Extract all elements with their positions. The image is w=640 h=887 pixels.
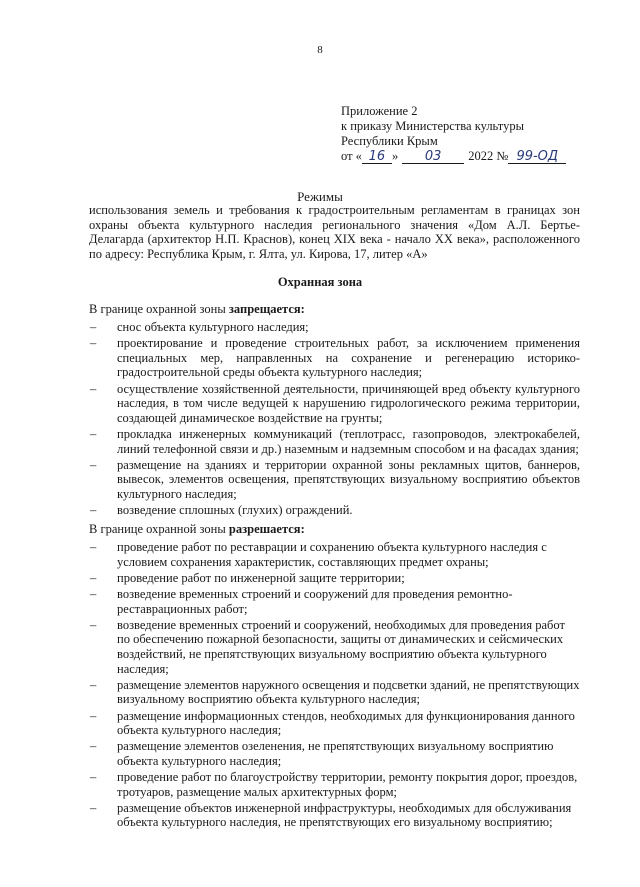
list-item-text: размещение объектов инженерной инфраструктуры, необходимых для обслуживания объекта культурного наследия, не препятствующих его визуальному восприятию;	[117, 800, 572, 830]
list-item	[89, 320, 580, 335]
allowed-heading-bold: разрешается:	[228, 522, 305, 536]
allowed-heading-prefix: В границе охранной зоны	[89, 522, 229, 536]
appendix-block	[341, 104, 566, 164]
forbidden-heading-prefix: В границе охранной зоны	[89, 302, 229, 316]
dash-bullet: –	[90, 457, 97, 472]
dash-bullet: –	[90, 586, 97, 601]
dash-bullet: –	[90, 570, 97, 585]
list-item	[89, 739, 580, 768]
list-item-text: размещение элементов озеленения, не препятствующих визуальному восприятию объекта культурного наследия;	[117, 739, 554, 768]
list-item-text: проектирование и проведение строительных работ, за исключением применения специальных мер, направленных на сохранение и регенерацию историко-градостроительной среды объекта культурного наследия;	[117, 336, 580, 380]
dash-bullet: –	[90, 800, 97, 815]
list-item	[89, 382, 580, 426]
list-item-text: возведение временных строений и сооружений, необходимых для проведения работ по обеспечению пожарной безопасности, защиты от динамических и сейсмических воздействий, не препятствующих визуальному восприятию объекта культурного наследия;	[117, 617, 565, 676]
order-number: 99-ОД	[508, 150, 566, 164]
list-item	[89, 709, 580, 738]
date-month: 03	[402, 150, 464, 164]
dash-bullet: –	[90, 708, 97, 723]
dash-bullet: –	[90, 426, 97, 441]
dash-bullet: –	[90, 336, 97, 351]
section-heading: Охранная зона	[277, 275, 363, 289]
date-quote-close: »	[391, 149, 399, 163]
document-title: Режимы	[297, 189, 343, 204]
list-item	[89, 587, 580, 616]
dash-bullet: –	[90, 677, 97, 692]
date-year: 2022 №	[468, 149, 509, 163]
dash-bullet: –	[90, 770, 97, 785]
list-item	[89, 503, 580, 518]
list-item-text: размещение информационных стендов, необходимых для функционирования данного объекта культурного наследия;	[117, 708, 575, 738]
page-number: 8	[317, 44, 323, 56]
forbidden-list	[89, 320, 580, 519]
forbidden-heading	[89, 302, 305, 317]
list-item-text: осуществление хозяйственной деятельности, причиняющей вред объекту культурного наследия, в том числе ведущей к нарушению гидрологического режима территории, создающей динамическое воздействие на грунты;	[117, 381, 580, 425]
list-item-text: проведение работ по благоустройству территории, ремонту покрытия дорог, проездов, тротуаров, размещение малых архитектурных форм;	[117, 770, 578, 799]
dash-bullet: –	[90, 617, 97, 632]
list-item-text: возведение сплошных (глухих) ограждений.	[117, 503, 353, 518]
forbidden-heading-bold: запрещается:	[228, 302, 305, 316]
date-day: 16	[362, 150, 392, 164]
list-item-text: прокладка инженерных коммуникаций (теплотрасс, газопроводов, электрокабелей, линий телефонной связи и др.) наземным и надземным способом и на фасадах здания;	[117, 426, 580, 456]
list-item	[89, 618, 580, 676]
appendix-title: Приложение 2	[341, 104, 418, 118]
allowed-heading	[89, 522, 305, 537]
appendix-order-ref: к приказу Министерства культуры	[341, 119, 524, 133]
list-item-text: размещение элементов наружного освещения и подсветки зданий, не препятствующих визуальному восприятию объекта культурного наследия;	[117, 677, 580, 707]
list-item-text: снос объекта культурного наследия;	[117, 320, 309, 334]
list-item	[89, 540, 580, 569]
list-item	[89, 458, 580, 502]
list-item	[89, 571, 580, 586]
dash-bullet: –	[90, 381, 97, 396]
list-item	[89, 770, 580, 799]
list-item	[89, 427, 580, 456]
dash-bullet: –	[90, 503, 97, 518]
list-item-text: размещение на зданиях и территории охранной зоны рекламных щитов, баннеров, вывесок, элементов освещения, препятствующих визуальному восприятию объектов культурного наследия;	[117, 457, 580, 501]
list-item-text: проведение работ по реставрации и сохранению объекта культурного наследия с условием сохранения характеристик, составляющих предмет охраны;	[117, 540, 547, 569]
list-item-text: возведение временных строений и сооружений для проведения ремонтно-реставрационных работ;	[117, 586, 513, 616]
dash-bullet: –	[90, 540, 97, 554]
document-intro: использования земель и требования к градостроительным регламентам в границах зон охраны объекта культурного наследия регионального значения «Дом А.Л. Бертье-Делагарда (архитектор Н.П. Краснов), конец XIX века - начало XX века», расположенного по адресу: Республика Крым, г. Ялта, ул. Кирова, 17, литер «А»	[89, 203, 580, 261]
appendix-region: Республики Крым	[341, 134, 438, 148]
allowed-list	[89, 540, 580, 832]
dash-bullet: –	[90, 739, 97, 754]
appendix-date-line	[341, 149, 566, 164]
list-item	[89, 801, 580, 830]
list-item	[89, 336, 580, 380]
list-item-text: проведение работ по инженерной защите территории;	[117, 570, 405, 585]
list-item	[89, 678, 580, 707]
date-prefix: от «	[341, 149, 362, 163]
dash-bullet: –	[90, 320, 97, 334]
